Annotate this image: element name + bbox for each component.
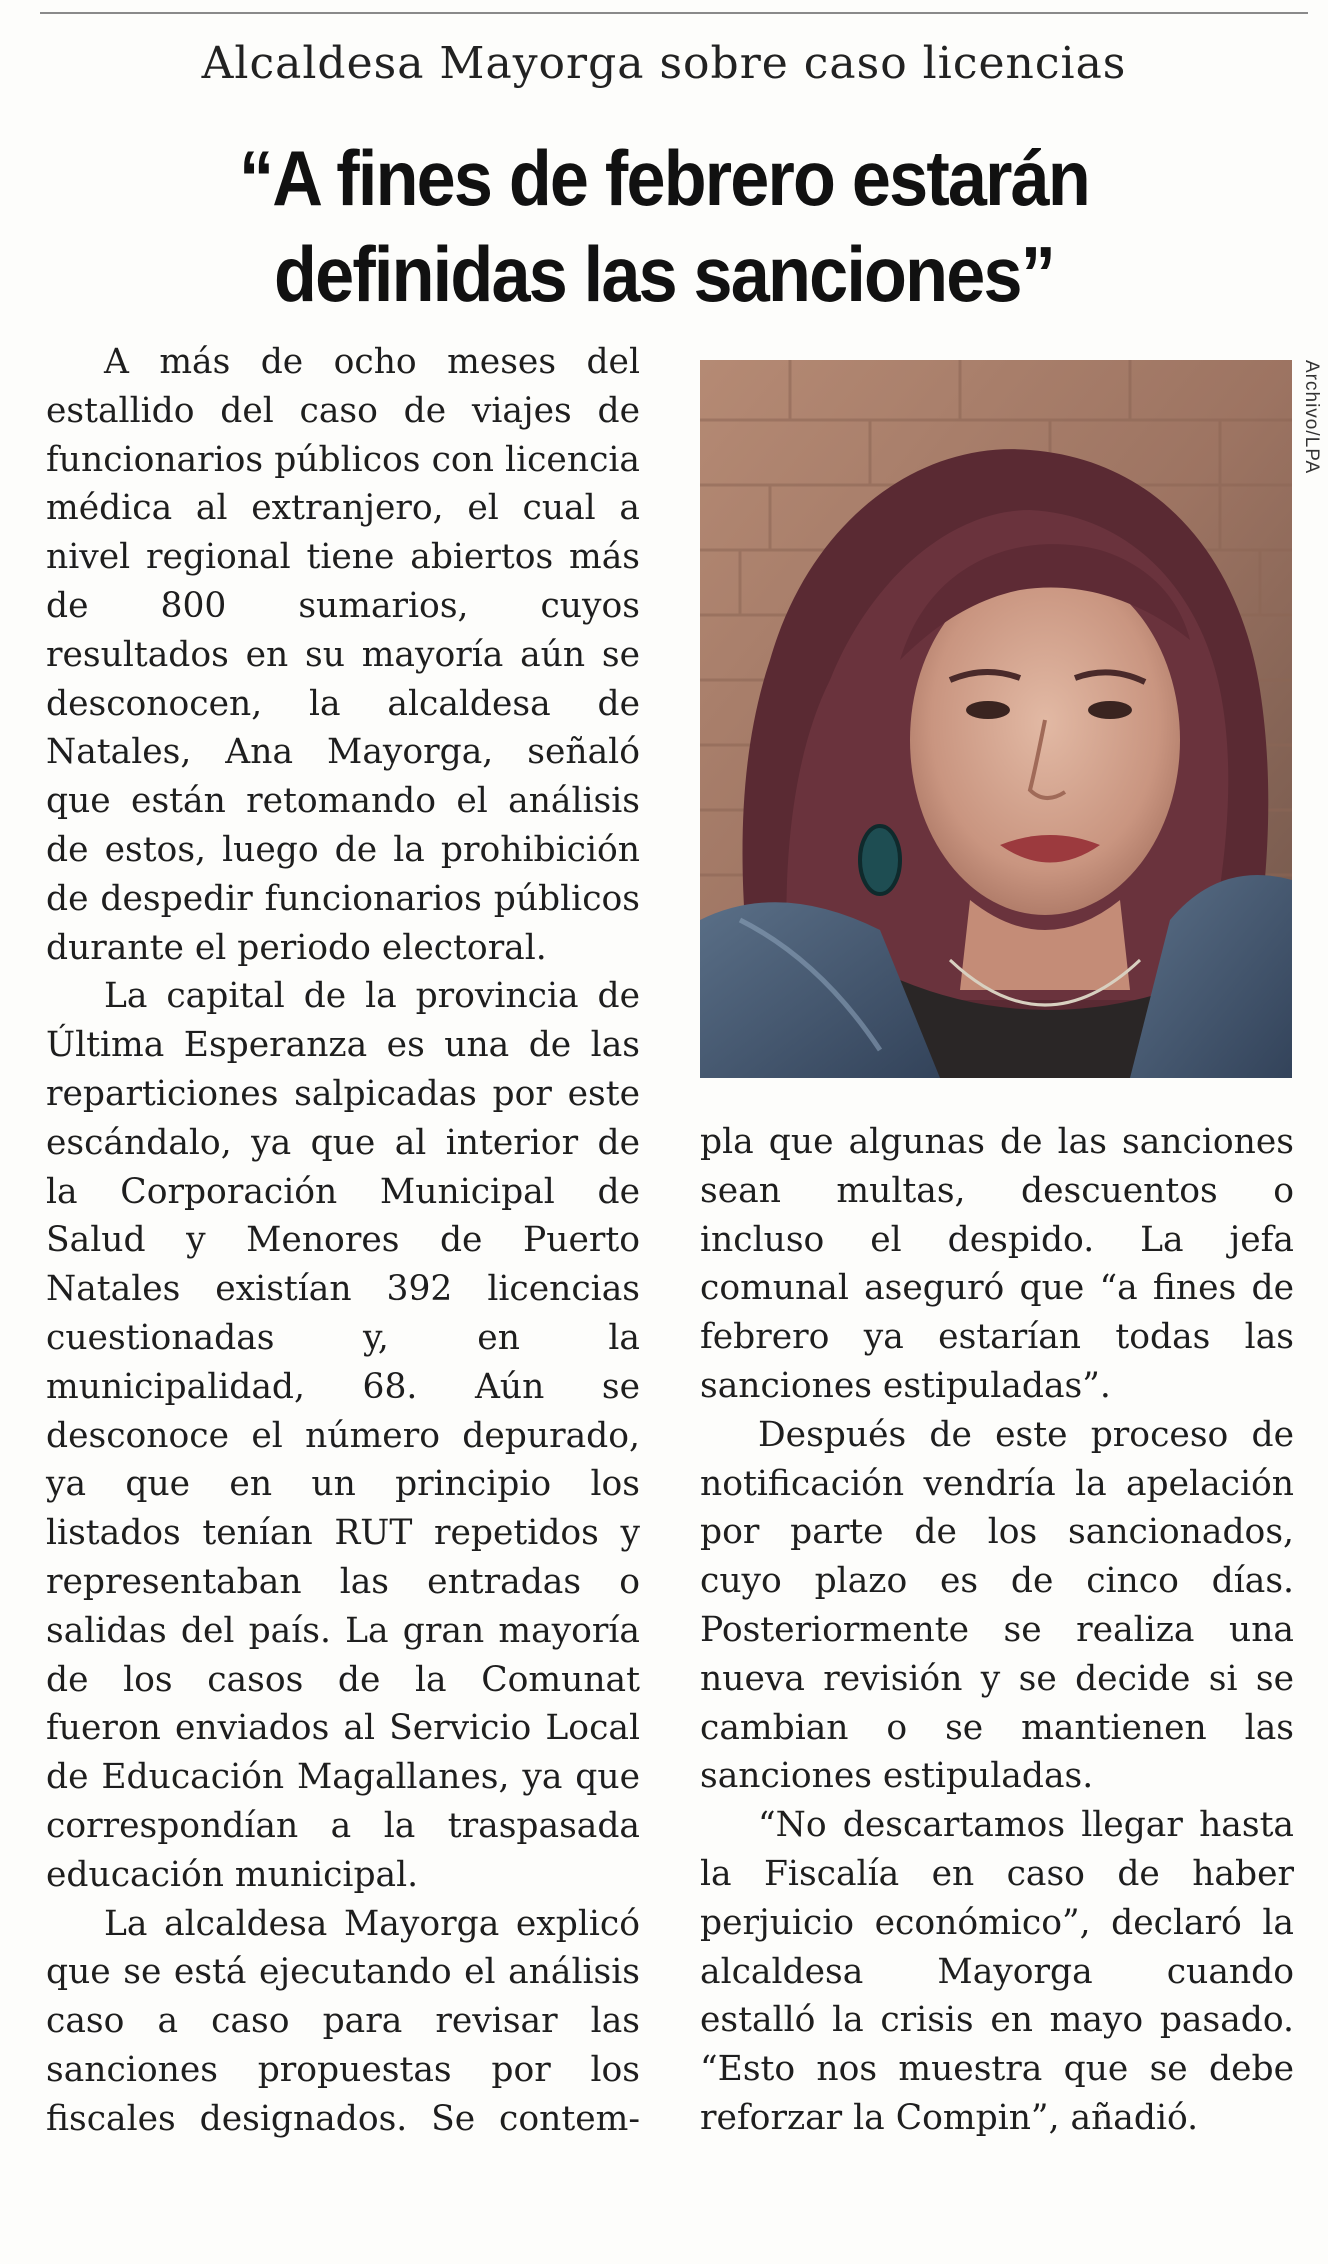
photo-credit-text: Archivo/LPA: [1301, 360, 1322, 475]
headline-line-1: “A fines de febrero estarán: [239, 134, 1089, 222]
left-column: [46, 338, 640, 2143]
portrait-photo-graphic: [700, 360, 1292, 1078]
headline-line-2: definidas las sanciones”: [273, 230, 1054, 318]
paragraph-3-continued: pla que algunas de las sanciones sean multas, descuentos o incluso el despido. La jefa comunal aseguró que “a fines de febrero ya estarían todas las sanciones estipuladas”.: [700, 1122, 1294, 1406]
photo-credit: [1300, 360, 1322, 550]
article-kicker: Alcaldesa Mayorga sobre caso licencias: [201, 38, 1127, 89]
right-column: [700, 1118, 1294, 2143]
paragraph-4: Después de este proceso de notificación vendría la apelación por parte de los sancionados, cuyo plazo es de cinco días. Posteriormente se realiza una nueva revisión y se decide si se cambian o se mantienen las sanciones estipuladas.: [700, 1414, 1294, 1797]
top-rule: [40, 12, 1308, 14]
paragraph-3: La alcaldesa Mayorga explicó que se está ejecutando el análisis caso a caso para revisar las sanciones propuestas por los fiscales designados. Se contem-: [46, 1903, 640, 2139]
paragraph-2: La capital de la provincia de Última Esperanza es una de las reparticiones salpicadas por este escándalo, ya que al interior de la Corporación Municipal de Salud y Menores de Puerto Natales existían 392 licencias cuestionadas y, en la municipalidad, 68. Aún se desconoce el número depurado, ya que en un principio los listados tenían RUT repetidos y representaban las entradas o salidas del país. La gran mayoría de los casos de la Comunat fueron enviados al Servicio Local de Educación Magallanes, ya que correspondían a la traspasada educación municipal.: [46, 976, 640, 1895]
article-headline: [66, 130, 1261, 322]
portrait-photo: [700, 360, 1292, 1078]
paragraph-1: A más de ocho meses del estallido del caso de viajes de funcionarios públicos con licencia médica al extranjero, el cual a nivel regional tiene abiertos más de 800 sumarios, cuyos resultados en su mayoría aún se desconocen, la alcaldesa de Natales, Ana Mayorga, señaló que están retomando el análisis de estos, luego de la prohibición de despedir funcionarios públicos durante el periodo electoral.: [46, 342, 640, 968]
paragraph-5: “No descartamos llegar hasta la Fiscalía en caso de haber perjuicio económico”, declaró la alcaldesa Mayorga cuando estalló la crisis en mayo pasado. “Esto nos muestra que se debe reforzar la Compin”, añadió.: [700, 1805, 1294, 2138]
